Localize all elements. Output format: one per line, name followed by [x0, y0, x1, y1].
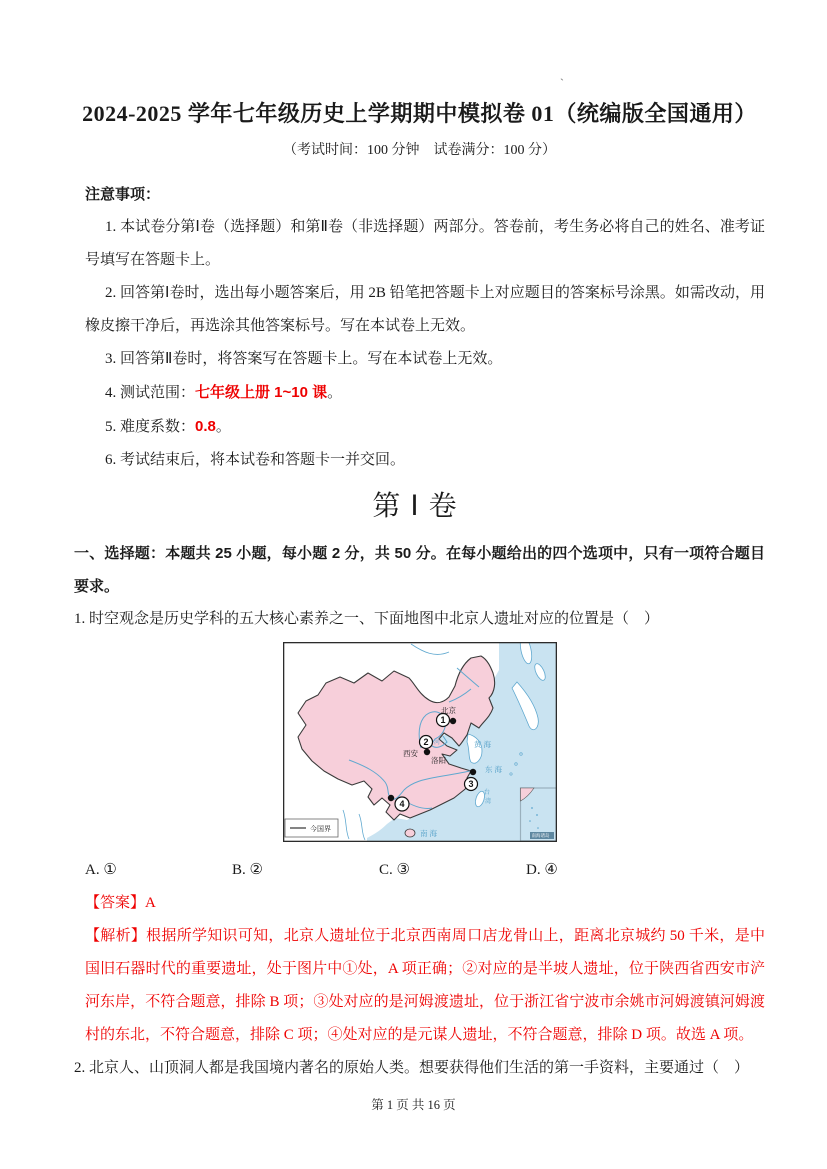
- notice-item-6: 6. 考试结束后，将本试卷和答题卡一并交回。: [105, 452, 406, 468]
- answer-value: A: [145, 895, 156, 911]
- option-b: B. ②: [232, 862, 263, 878]
- map-legend: [285, 819, 338, 837]
- answer-line: [85, 887, 765, 920]
- inset-nanhai-label: 南海诸岛: [531, 833, 549, 839]
- option-a: A. ①: [85, 862, 117, 878]
- china-map-figure: [283, 642, 557, 842]
- label-xian: 西安: [402, 749, 418, 758]
- marker-1: 1: [439, 715, 446, 726]
- option-d: D. ④: [526, 862, 558, 878]
- notice-heading: 注意事项：: [85, 186, 161, 203]
- label-beijing: 北京: [440, 706, 456, 715]
- section-1-title: 第Ⅰ卷: [372, 491, 467, 522]
- legend-national-boundary-label: 今国界: [309, 826, 331, 833]
- notice-item-4: [85, 376, 765, 410]
- marker-3: 3: [467, 779, 474, 790]
- notice-section: [85, 178, 765, 477]
- notice-item-5-prefix: 5. 难度系数：: [105, 419, 196, 435]
- label-taiwan-char1: 台: [483, 790, 490, 796]
- china-map-svg: [283, 642, 557, 842]
- multiple-choice-instruction: 一、选择题：本题共 25 小题，每小题 2 分，共 50 分。在每小题给出的四个选项中，只有一项符合题目要求。: [74, 545, 765, 595]
- exam-time-score-subtitle: （考试时间：100 分钟 试卷满分：100 分）: [283, 143, 556, 158]
- notice-item-5-suffix: 。: [215, 419, 231, 435]
- notice-item-2: 2. 回答第Ⅰ卷时，选出每小题答案后，用 2B 铅笔把答题卡上对应题目的答案标号涂黑。如需改动，用橡皮擦干净后，再选涂其他答案标号。写在本试卷上无效。: [85, 285, 765, 334]
- test-scope-highlight: 七年级上册 1~10 课: [195, 384, 328, 401]
- south-china-sea-inset: [520, 788, 556, 841]
- label-yellow-sea: 黄海: [473, 740, 493, 749]
- notice-item-5: [85, 410, 765, 444]
- label-east-sea: 东海: [484, 765, 504, 774]
- analysis-text: 根据所学知识可知，北京人遗址位于北京西南周口店龙骨山上，距离北京城约 50 千米，是中国旧石器时代的重要遗址，处于图片中①处，A 项正确；②对应的是半坡人遗址，位于陕西省西安市浐河东岸，不符合题意，排除 B 项；③处对应的是河姆渡遗址，位于浙江省宁波市余姚市河姆渡镇河姆渡村的东北，不符合题意，排除 C 项；④处对应的是元谋人遗址，不符合题意，排除 D 项。故选 A 项。: [85, 928, 765, 1043]
- site-dot-4: [387, 795, 393, 801]
- label-luoyang: 洛阳: [430, 756, 446, 765]
- notice-item-4-suffix: 。: [327, 385, 343, 401]
- marker-4: 4: [398, 799, 405, 810]
- question-1-text: 1. 时空观念是历史学科的五大核心素养之一、下面地图中北京人遗址对应的位置是（ ）: [74, 611, 660, 627]
- analysis-paragraph: [85, 920, 765, 1052]
- stray-mark: `: [560, 76, 564, 90]
- site-dot-2: [423, 749, 429, 755]
- hainan-island: [405, 829, 415, 837]
- question-1-options: [85, 854, 765, 887]
- site-dot-3: [469, 769, 475, 775]
- label-taiwan-char2: 湾: [484, 799, 491, 805]
- option-c: C. ③: [379, 862, 410, 878]
- label-south-sea: 南海: [419, 829, 439, 838]
- notice-item-1: 1. 本试卷分第Ⅰ卷（选择题）和第Ⅱ卷（非选择题）两部分。答卷前，考生务必将自己的姓名、准考证号填写在答题卡上。: [85, 219, 765, 268]
- marker-2: 2: [422, 737, 429, 748]
- analysis-label: 【解析】: [85, 928, 147, 944]
- site-dot-1: [449, 718, 455, 724]
- label-river: 河: [433, 740, 440, 746]
- notice-item-3: 3. 回答第Ⅱ卷时，将答案写在答题卡上。写在本试卷上无效。: [105, 351, 503, 367]
- answer-label: 【答案】: [85, 895, 146, 911]
- notice-item-4-prefix: 4. 测试范围：: [105, 385, 196, 401]
- page-number-footer: 第 1 页 共 16 页: [371, 1098, 456, 1112]
- question-2-text: 2. 北京人、山顶洞人都是我国境内著名的原始人类。想要获得他们生活的第一手资料，主要通过（ ）: [74, 1060, 750, 1076]
- page-title: 2024-2025 学年七年级历史上学期期中模拟卷 01（统编版全国通用）: [82, 101, 757, 126]
- difficulty-coefficient-highlight: 0.8: [195, 418, 216, 435]
